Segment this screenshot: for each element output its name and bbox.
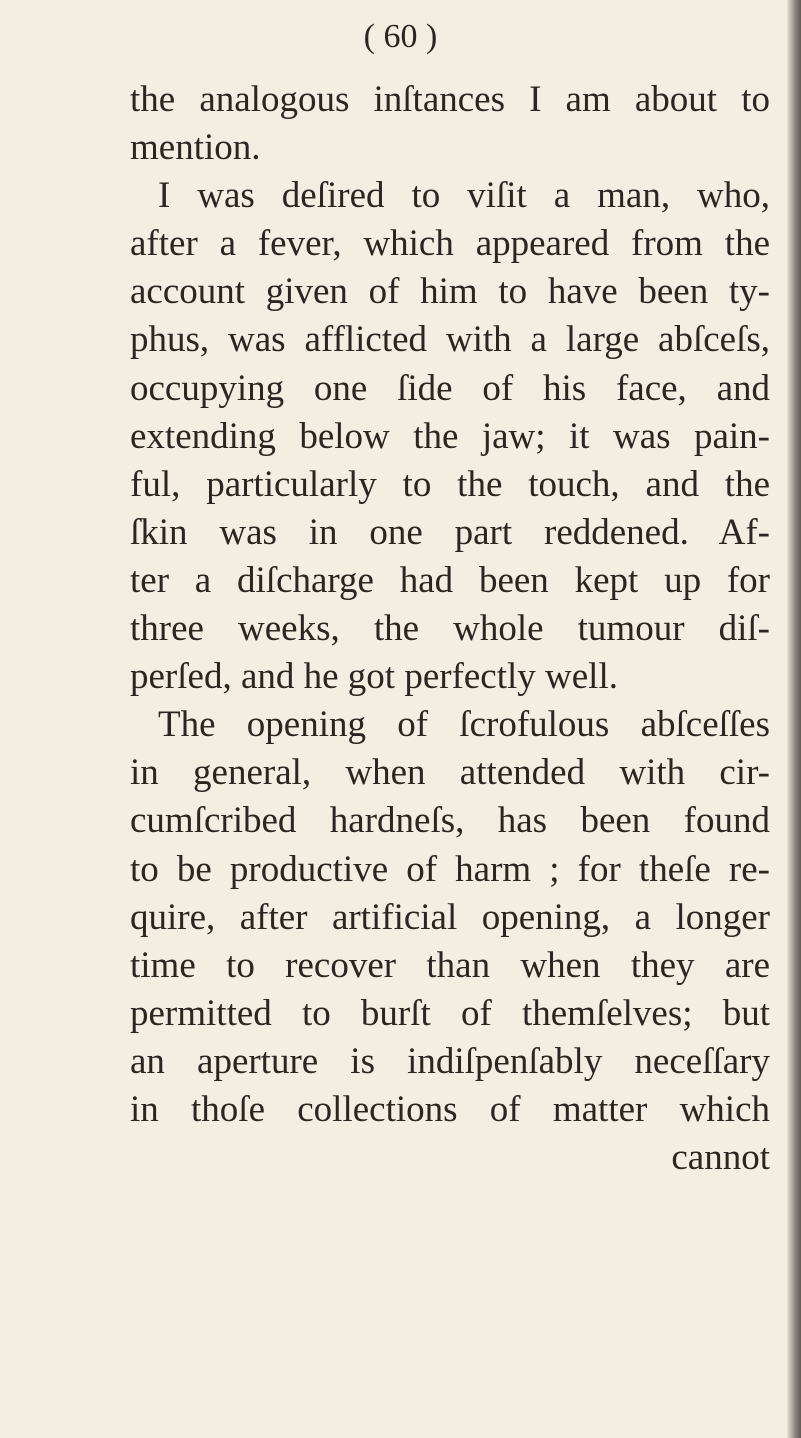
- body-text: [130, 76, 770, 1182]
- text-line: perſed, and he got perfectly well.: [130, 656, 618, 698]
- text-line: cumſcribed hardneſs, has been found: [130, 800, 770, 842]
- text-line: phus, was afflicted with a large abſceſs,: [130, 319, 770, 361]
- text-line: mention.: [130, 127, 261, 169]
- text-line: I was deſired to viſit a man, who,: [158, 175, 770, 217]
- text-line: occupying one ſide of his face, and: [130, 367, 770, 409]
- text-line: permitted to burſt of themſelves; but: [130, 992, 770, 1034]
- text-line: in thoſe collections of matter which: [130, 1088, 770, 1130]
- page-number: ( 60 ): [363, 18, 438, 55]
- text-line: the analogous inſtances I am about to: [130, 79, 770, 120]
- text-line: account given of him to have been ty-: [130, 271, 770, 313]
- page-edge-shadow: [787, 0, 801, 1438]
- text-line: extending below the jaw; it was pain-: [130, 415, 770, 457]
- text-line: ſkin was in one part reddened. Af-: [130, 511, 770, 553]
- text-line: to be productive of harm ; for theſe re-: [130, 848, 770, 890]
- page-header: [0, 18, 801, 56]
- text-line: ter a diſcharge had been kept up for: [130, 559, 770, 601]
- text-line: an aperture is indiſpenſably neceſſary: [130, 1040, 770, 1082]
- text-line: time to recover than when they are: [130, 944, 770, 986]
- text-line: quire, after artificial opening, a longer: [130, 896, 770, 938]
- text-line: three weeks, the whole tumour diſ-: [130, 608, 770, 650]
- text-line: after a fever, which appeared from the: [130, 223, 770, 265]
- text-line: The opening of ſcrofulous abſceſſes: [158, 704, 770, 746]
- text-line: in general, when attended with cir-: [130, 752, 770, 794]
- text-line: cannot: [671, 1137, 770, 1179]
- text-line: ful, particularly to the touch, and the: [130, 463, 770, 505]
